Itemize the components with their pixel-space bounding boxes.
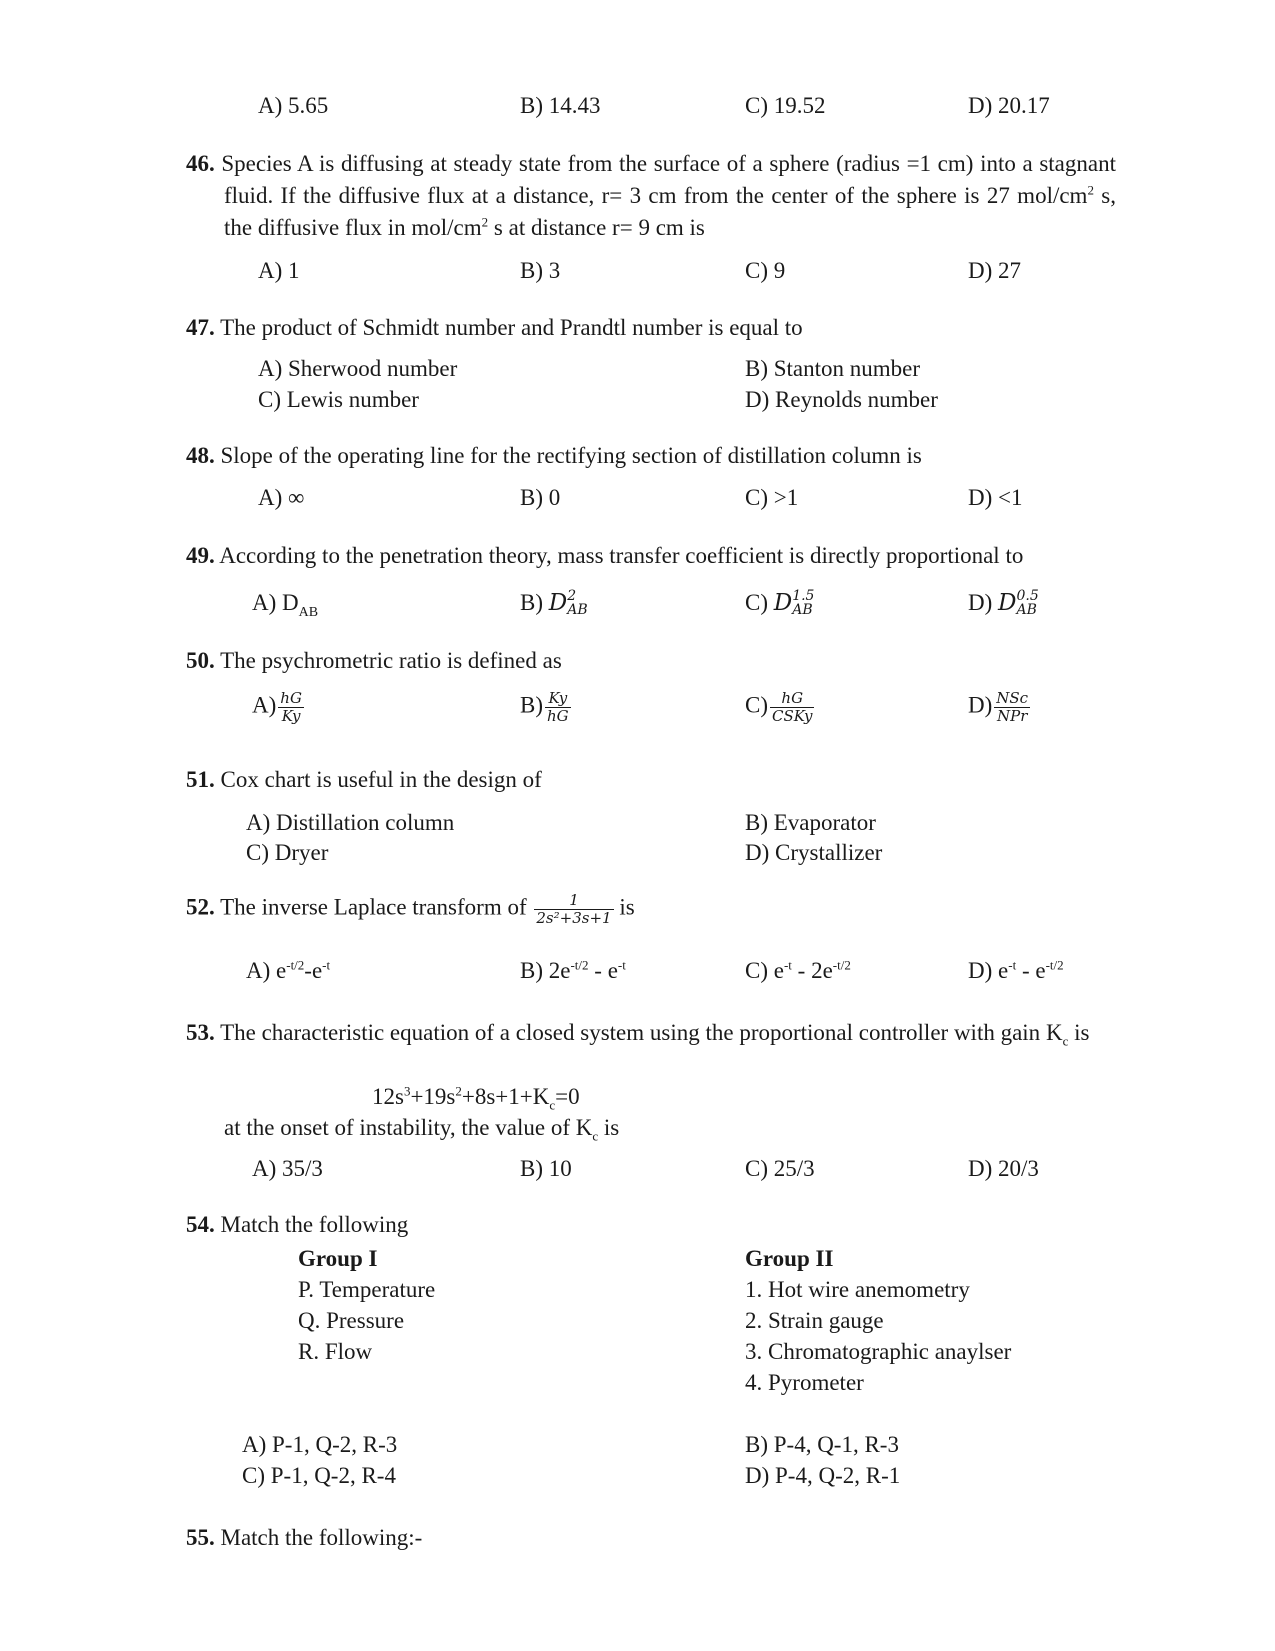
q47-number: 47. [186,315,215,340]
q54-text: Match the following [220,1212,409,1237]
q52-frac-den: 2s²+3s+1 [536,908,612,927]
q52-b-3: - e [588,958,618,983]
q46-line2: stagnant fluid. If the diffusive flux at a distance, r= 3 cm from the center of the sphere is [224,151,1116,208]
q52-c-2: -t [783,957,792,973]
q53-line3sub: c [592,1128,599,1144]
q52-number: 52. [186,894,215,920]
q52-option-c [745,958,851,984]
q48-number: 48. [186,443,215,468]
q46-option-d: D) 27 [968,258,1022,283]
q51-text: Cox chart is useful in the design of [220,767,542,792]
q53-eq-6: c [549,1097,556,1113]
q55-stem [186,1525,422,1551]
q53-option-a: A) 35/3 [252,1156,323,1181]
q50-option-a [252,690,304,724]
q49-b-base: D [548,590,568,616]
q48-stem [186,443,922,469]
q50-a-num: hG [280,689,302,707]
q52-d-1: D) e [968,958,1009,983]
q50-a-label: A) [252,692,277,718]
q49-c-sub: AB [792,601,813,618]
q52-b-1: B) 2e [520,958,571,983]
q53-line2b: is [1068,1020,1090,1045]
q52-option-a [246,958,330,984]
q49-number: 49. [186,543,215,568]
q50-option-c [745,690,814,724]
q53-option-c: C) 25/3 [745,1156,815,1181]
q52-stem [186,892,635,926]
q47-option-a: A) Sherwood number [258,356,458,381]
q50-option-d [968,690,1030,724]
q53-line3 [224,1115,620,1144]
q53-option-d: D) 20/3 [968,1156,1039,1181]
q51-stem [186,767,542,793]
q49-d-sub: AB [1016,601,1037,618]
q50-option-b [520,690,571,724]
q45-option-d: D) 20.17 [968,93,1050,118]
q53-number: 53. [186,1020,215,1045]
q54-group2-item-4: 4. Pyrometer [745,1370,864,1395]
q46-number: 46. [186,151,215,176]
q53-eq-4: 2 [455,1083,462,1099]
q51-number: 51. [186,767,215,792]
q55-number: 55. [186,1525,215,1550]
q51-option-d: D) Crystallizer [745,840,883,865]
q52-b-4: -t [617,957,626,973]
q50-d-label: D) [968,692,993,718]
q54-group2-item-2: 2. Strain gauge [745,1308,884,1333]
q49-d-sup: 0.5 [1016,587,1039,604]
q49-option-d [968,587,1039,619]
q50-stem [186,648,562,674]
q46-sup-2: 2 [481,214,489,230]
q46-sup-1: 2 [1087,182,1094,198]
q52-a-1: A) e [246,958,287,983]
q54-option-a: A) P-1, Q-2, R-3 [242,1432,398,1457]
q45-option-a: A) 5.65 [258,93,329,118]
q50-text: The psychrometric ratio is defined as [220,648,562,673]
q46-line3c: s at distance r= 9 cm is [488,215,705,240]
q53-eq-5: +8s+1+K [461,1084,550,1109]
q49-option-b [520,587,588,619]
q52-suffix: is [619,894,635,920]
q54-group1-title: Group I [298,1246,378,1271]
q52-d-4: -t/2 [1045,957,1064,973]
q47-option-d: D) Reynolds number [745,387,938,412]
q52-d-3: - e [1016,958,1046,983]
q55-text: Match the following:- [220,1525,423,1550]
q50-c-den: CSKy [772,706,813,725]
q53-eq-3: +19s [410,1084,456,1109]
q49-stem [186,543,1023,569]
q46-line3b: s, the diffusive flux in mol/cm [224,183,1116,240]
q49-option-c [745,587,815,619]
q49-text: According to the penetration theory, mass transfer coefficient is directly proportional to [219,543,1024,568]
q52-c-4: -t/2 [832,957,851,973]
q54-group1-item-q: Q. Pressure [298,1308,405,1333]
q54-group2-item-3: 3. Chromatographic anaylser [745,1339,1012,1364]
q46-option-a: A) 1 [258,258,300,283]
q54-group2-title: Group II [745,1246,834,1271]
q52-frac-num: 1 [534,892,613,910]
q46-option-c: C) 9 [745,258,786,283]
q54-option-b: B) P-4, Q-1, R-3 [745,1432,899,1457]
q54-option-c: C) P-1, Q-2, R-4 [242,1463,396,1488]
q51-option-a: A) Distillation column [246,810,455,835]
q53-line2sub: c [1062,1033,1069,1049]
q46-option-b: B) 3 [520,258,561,283]
q53-line1: The characteristic equation of a closed system using the proportional controller with gain [220,1020,1041,1045]
q46-stem [186,148,1116,244]
q46-line3a: 27 mol/cm [986,183,1088,208]
q52-option-d [968,958,1064,984]
q47-stem [186,315,803,341]
q47-option-b: B) Stanton number [745,356,921,381]
q52-b-2: -t/2 [570,957,589,973]
q52-option-b [520,958,626,984]
q48-option-a: A) ∞ [258,485,305,510]
q50-b-num: Ky [545,690,571,708]
q53-line3b: is [598,1115,620,1140]
q49-d-base: D [998,590,1017,616]
q49-c-prefix: C) [745,590,774,615]
q49-c-base: D [773,590,793,616]
q48-option-c: C) >1 [745,485,799,510]
q53-equation [372,1083,580,1113]
q47-text: The product of Schmidt number and Prandtl number is equal to [220,315,803,340]
q49-b-sup: 2 [567,587,577,604]
q52-c-3: - 2e [791,958,833,983]
q45-option-c: C) 19.52 [745,93,826,118]
q49-a-sub: AB [298,605,319,620]
q48-option-b: B) 0 [520,485,561,510]
q50-d-den: NPr [996,706,1028,725]
q49-a-prefix: A) D [252,590,299,615]
q49-c-sup: 1.5 [792,587,815,604]
q52-c-1: C) e [745,958,784,983]
q48-option-d: D) <1 [968,485,1023,510]
q51-option-b: B) Evaporator [745,810,876,835]
q52-d-2: -t [1008,957,1017,973]
q53-eq-7: =0 [555,1084,580,1109]
q53-line3a: at the onset of instability, the value of K [224,1115,593,1140]
q45-option-b: B) 14.43 [520,93,601,118]
q50-d-num: NSc [996,689,1029,707]
q53-line2a: K [1045,1020,1063,1045]
q49-d-prefix: D) [968,590,999,615]
q49-b-prefix: B) [520,590,549,615]
q52-a-2: -t/2 [286,957,305,973]
q49-option-a [252,590,319,620]
q54-group1-item-r: R. Flow [298,1339,373,1364]
q53-eq-1: 12s [372,1084,404,1109]
q48-text: Slope of the operating line for the rectifying section of distillation column is [220,443,922,468]
q50-b-label: B) [520,692,543,718]
q52-a-4: -t [322,957,331,973]
q49-b-sub: AB [567,601,588,618]
q50-number: 50. [186,648,215,673]
q50-c-label: C) [745,692,768,718]
q51-option-c: C) Dryer [246,840,329,865]
q46-line1: Species A is diffusing at steady state from the surface of a sphere (radius =1 cm) into a [221,151,1033,176]
q50-b-den: hG [547,706,569,725]
q54-group2-item-1: 1. Hot wire anemometry [745,1277,970,1302]
q52-text: The inverse Laplace transform of [220,894,527,920]
q47-option-c: C) Lewis number [258,387,419,412]
q53-stem [186,1017,1116,1049]
q54-group1-item-p: P. Temperature [298,1277,436,1302]
q52-a-3: -e [304,958,323,983]
q53-option-b: B) 10 [520,1156,572,1181]
q54-option-d: D) P-4, Q-2, R-1 [745,1463,901,1488]
q50-c-num: hG [770,690,814,708]
q54-stem [186,1212,408,1238]
q50-a-den: Ky [281,706,301,725]
q54-number: 54. [186,1212,215,1237]
q53-eq-2: 3 [403,1083,411,1099]
